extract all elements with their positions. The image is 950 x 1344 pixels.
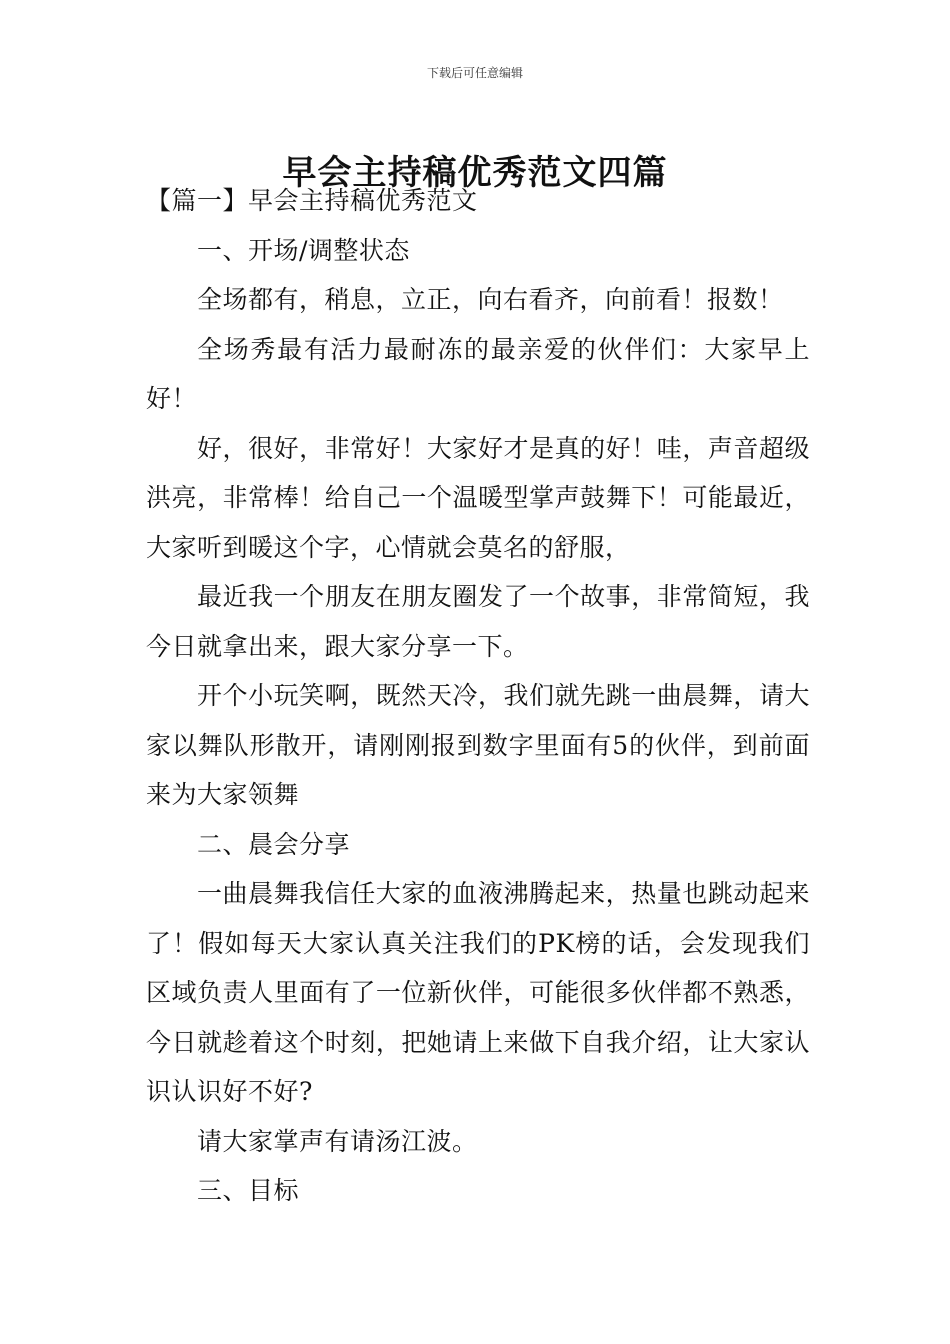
paragraph: 全场秀最有活力最耐冻的最亲爱的伙伴们：大家早上好！ <box>146 334 810 413</box>
document-title: 早会主持稿优秀范文四篇 <box>282 152 668 193</box>
paragraph: 全场都有，稍息，立正，向右看齐，向前看！报数！ <box>197 285 784 314</box>
paragraph: 请大家掌声有请汤江波。 <box>197 1126 478 1156</box>
section-heading: 【篇一】早会主持稿优秀范文 <box>146 186 478 215</box>
document-body <box>146 176 810 1216</box>
paragraph: 好，很好，非常好！大家好才是真的好！哇，声音超级洪亮，非常棒！给自己一个温暖型掌声鼓舞下！可能最近，大家听到暖这个字，心情就会莫名的舒服， <box>146 433 810 562</box>
paragraph: 开个小玩笑啊，既然天冷，我们就先跳一曲晨舞，请大家以舞队形散开，请刚刚报到数字里面有5的伙伴，到前面来为大家领舞 <box>146 681 810 809</box>
paragraph-section-heading: 二、晨会分享 <box>197 829 351 859</box>
paragraph-section-heading: 三、目标 <box>197 1176 300 1205</box>
paragraph-opening-heading: 一、开场/调整状态 <box>197 235 410 265</box>
paragraph: 最近我一个朋友在朋友圈发了一个故事，非常简短，我今日就拿出来，跟大家分享一下。 <box>146 582 810 661</box>
page-header-watermark: 下载后可任意编辑 <box>426 66 523 80</box>
paragraph: 一曲晨舞我信任大家的血液沸腾起来，热量也跳动起来了！假如每天大家认真关注我们的PK榜的话，会发现我们区域负责人里面有了一位新伙伴，可能很多伙伴都不熟悉，今日就趁着这个时刻，把她请上来做下自我介绍，让大家认识认识好不好? <box>146 879 810 1106</box>
